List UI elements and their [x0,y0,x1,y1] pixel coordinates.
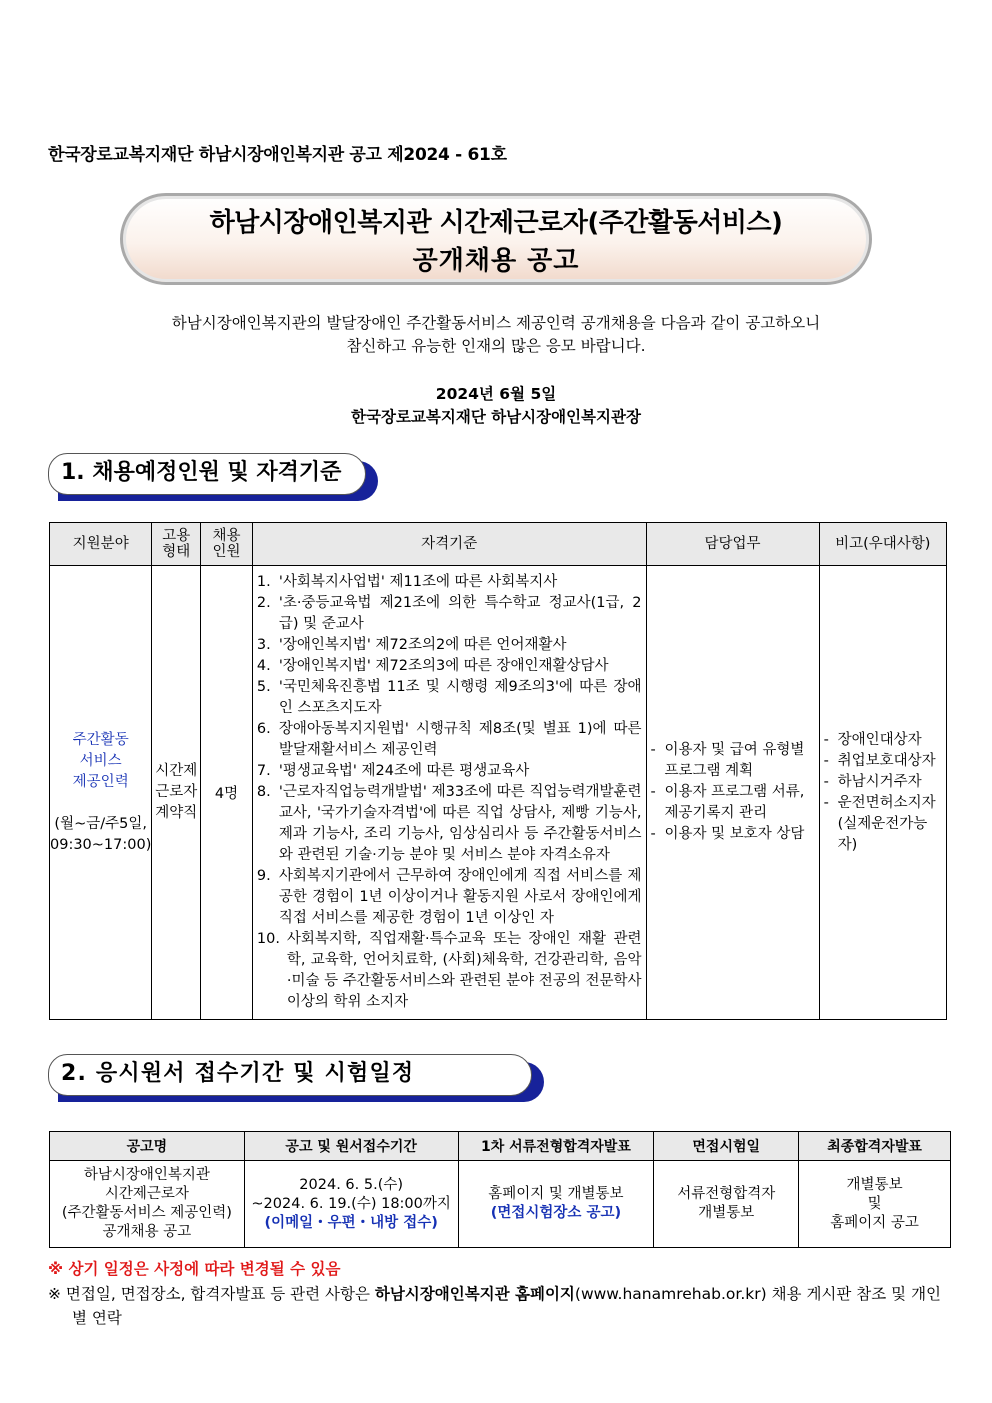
th-type-l1: 고용 [162,528,191,544]
list-item [257,656,642,677]
doc-l2: (면접시험장소 공고) [490,1205,622,1221]
th-duty: 담당업무 [646,523,819,566]
footnote-schedule-change: ※ 상기 일정은 사정에 따라 변경될 수 있음 [48,1260,341,1278]
name-l4: 공개채용 공고 [102,1224,192,1240]
th-count-l2: 인원 [212,544,241,560]
cell-interview [654,1161,799,1248]
list-item [257,572,642,593]
list-item [257,866,642,929]
th-period: 공고 및 원서접수기간 [244,1132,458,1161]
note-1: 장애인대상자 [837,731,922,748]
qual-text: '장애인복지법' 제72조의2에 따른 언어재활사 [278,637,567,653]
note-2: 취업보호대상자 [837,752,936,769]
footnote-homepage: 하남시장애인복지관 홈페이지 [374,1285,575,1303]
type-l2: 근로자 [155,784,198,800]
period-l2: ~2024. 6. 19.(수) 18:00까지 [251,1195,451,1212]
qual-number: 10. [256,931,280,947]
cell-qualifications [252,566,646,1020]
dash: - [650,826,656,842]
th-final: 최종합격자발표 [799,1132,951,1161]
cell-notes [819,566,946,1020]
qual-number: 4. [256,658,271,674]
footnote-contact-a: ※ 면접일, 면접장소, 합격자발표 등 관련 사항은 [48,1285,375,1303]
table-row [50,566,947,1020]
period-l1: 2024. 6. 5.(수) [299,1176,404,1193]
qual-text: '장애인복지법' 제72조의3에 따른 장애인재활상담사 [278,658,609,674]
list-item [824,793,942,856]
name-l2: 시간제근로자 [104,1186,189,1202]
qual-text: 사회복지학, 직업재활·특수교육 또는 장애인 재활 관련학, 교육학, 언어치료학, (사회)체육학, 건강관리학, 음악·미술 등 주간활동서비스와 관련된 분야 전공의 전문학사 이상의 학위 소지자 [286,931,642,1010]
qual-text: '초·중등교육법 제21조에 의한 특수학교 정교사(1급, 2급) 및 준교사 [278,595,642,632]
dash: - [650,742,656,758]
intro-line2: 참신하고 유능한 인재의 많은 응모 바랍니다. [346,337,646,355]
qual-number: 7. [256,763,271,779]
dash: - [823,731,829,748]
doc-l1: 홈페이지 및 개별통보 [488,1186,624,1202]
th-interview: 면접시험일 [654,1132,799,1161]
section2-heading-text: 2. 응시원서 접수기간 및 시험일정 [48,1054,532,1096]
schedule-table-header [50,1132,951,1161]
th-note: 비고(우대사항) [819,523,946,566]
section1-heading [48,453,368,501]
list-item [651,824,815,845]
title-banner [120,193,872,285]
title-line1: 하남시장애인복지관 시간제근로자(주간활동서비스) [209,208,783,238]
qual-number: 9. [256,868,271,884]
schedule-table [49,1131,951,1248]
cell-period [244,1161,458,1248]
name-l1: 하남시장애인복지관 [83,1167,210,1183]
cell-field [50,566,152,1020]
name-l3: (주간활동서비스 제공인력) [61,1205,232,1221]
list-item [651,782,815,824]
cell-duties [646,566,819,1020]
list-item [824,772,942,793]
type-l3: 계약직 [155,805,198,821]
dash: - [650,784,656,800]
note-3: 하남시거주자 [837,773,922,790]
list-item [824,751,942,772]
th-doc-result: 1차 서류전형합격자발표 [458,1132,654,1161]
list-item [651,740,815,782]
th-type-l2: 형태 [162,544,191,560]
list-item [257,761,642,782]
table-row [50,1161,951,1248]
qualification-table-header [50,523,947,566]
qual-text: 사회복지기관에서 근무하여 장애인에게 직접 서비스를 제공한 경험이 1년 이상이거나 활동지원 사로서 장애인에게 직접 서비스를 제공한 경험이 1년 이상인 자 [278,868,642,926]
duty-1: 이용자 및 급여 유형별 프로그램 계획 [664,742,805,779]
qual-number: 8. [256,784,271,800]
qual-text: '근로자직업능력개발법' 제33조에 따른 직업능력개발훈련교사, '국가기술자격법'에 따른 직업 상담사, 제빵 기능사, 제과 기능사, 조리 기능사, 임상심리사 등 주간활동서비스와 관련된 기술·기능 분야 및 서비스 분야 자격소유자 [278,784,642,863]
section1-heading-text: 1. 채용예정인원 및 자격기준 [48,453,366,495]
qualification-table [49,522,947,1020]
field-l1: 주간활동 [72,731,129,748]
footnote-contact [48,1282,948,1330]
qual-number: 6. [256,721,271,737]
section2-heading [48,1054,538,1102]
qual-text: '평생교육법' 제24조에 따른 평생교육사 [278,763,530,779]
qual-number: 5. [256,679,271,695]
notice-number: 한국장로교복지재단 하남시장애인복지관 공고 제2024 - 61호 [48,145,507,165]
final-l2: 및 [867,1195,882,1212]
hours-l2: 09:30~17:00) [50,836,152,853]
qual-text: '사회복지사업법' 제11조에 따른 사회복지사 [278,574,558,590]
qual-text: '국민체육진흥법 11조 및 시행령 제9조의3'에 따른 장애인 스포츠지도자 [278,679,642,716]
title-line2: 공개채용 공고 [412,246,580,276]
cell-type [152,566,201,1020]
footnote-contact-c: (www.hanamrehab.or.kr) 채용 게시판 참조 및 개인 [574,1285,942,1303]
organization-signature: 한국장로교복지재단 하남시장애인복지관장 [351,408,641,426]
qual-text: 장애아동복지지원법' 시행규칙 제8조(및 별표 1)에 따른 발달재활서비스 제공인력 [278,721,642,758]
note-4: 운전면허소지자 (실제운전가능자) [837,794,936,853]
th-qual: 자격기준 [252,523,646,566]
notice-date: 2024년 6월 5일 [435,385,557,403]
period-l3: (이메일・우편・내방 접수) [264,1214,438,1231]
hours-l1: (월~금/주5일, [54,815,147,832]
cell-doc-result [458,1161,654,1248]
duty-2: 이용자 프로그램 서류, 제공기록지 관리 [664,784,805,821]
list-item [257,635,642,656]
list-item [257,719,642,761]
qualification-list [257,572,642,1013]
th-count [201,523,253,566]
list-item [257,782,642,866]
qual-number: 1. [256,574,271,590]
dash: - [823,773,829,790]
th-count-l1: 채용 [212,528,241,544]
field-l2: 서비스 [79,752,122,769]
list-item [257,929,642,1013]
cell-count: 4명 [201,566,253,1020]
interview-l1: 서류전형합격자 [677,1186,776,1202]
footnote-contact-d: 별 연락 [72,1309,122,1327]
interview-l2: 개별통보 [698,1205,755,1221]
cell-notice-name [50,1161,245,1248]
final-l1: 개별통보 [846,1176,903,1193]
duty-3: 이용자 및 보호자 상담 [664,826,805,842]
final-l3: 홈페이지 공고 [830,1214,919,1231]
type-l1: 시간제 [155,763,198,779]
dash: - [823,794,829,811]
list-item [257,593,642,635]
th-type [152,523,201,566]
field-l3: 제공인력 [72,773,129,790]
intro-line1: 하남시장애인복지관의 발달장애인 주간활동서비스 제공인력 공개채용을 다음과 같이 공고하오니 [171,314,821,332]
list-item [824,730,942,751]
th-notice-name: 공고명 [50,1132,245,1161]
cell-final [799,1161,951,1248]
qual-number: 3. [256,637,271,653]
th-field: 지원분야 [50,523,152,566]
dash: - [823,752,829,769]
list-item [257,677,642,719]
qual-number: 2. [256,595,271,611]
